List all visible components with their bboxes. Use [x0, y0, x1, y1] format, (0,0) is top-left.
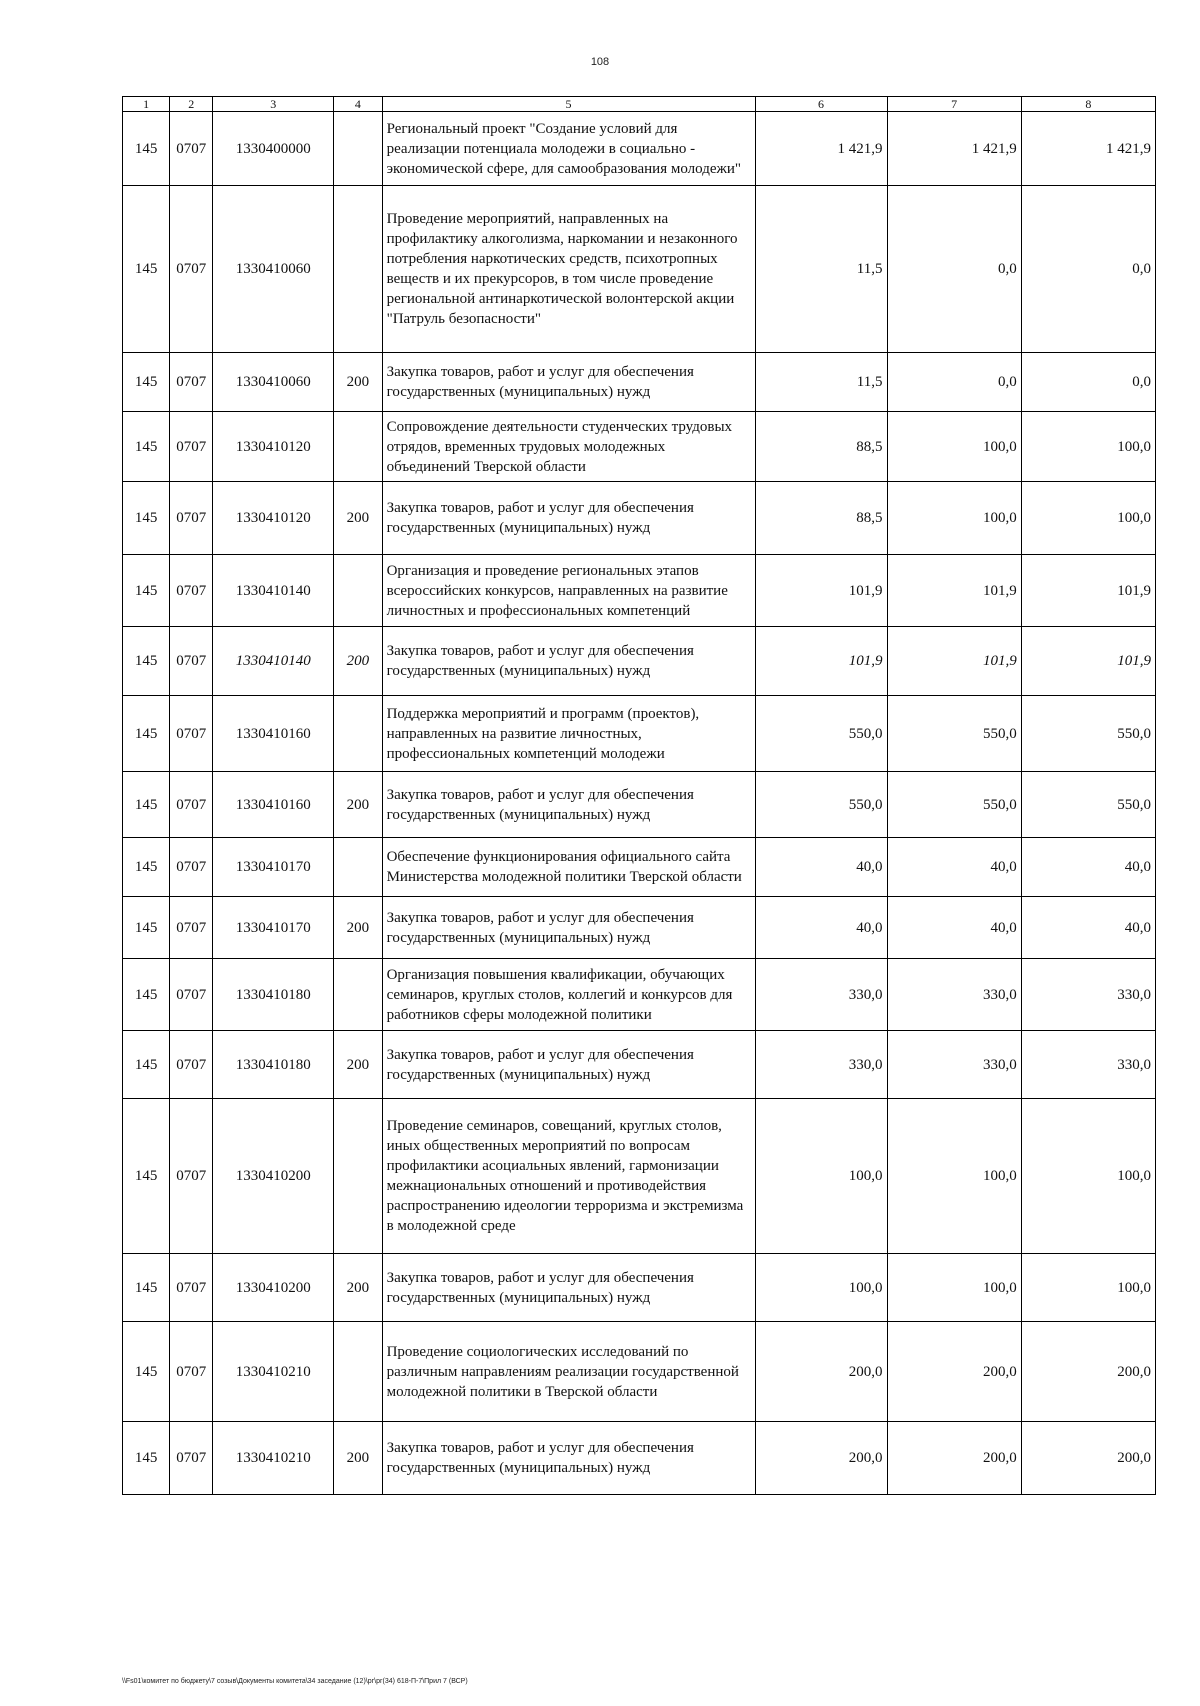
table-row [123, 1322, 1156, 1422]
cell-target-article: 1330410160 [213, 772, 334, 838]
cell-target-article: 1330410200 [213, 1099, 334, 1254]
table-row [123, 353, 1156, 412]
cell-section-code: 0707 [170, 353, 213, 412]
cell-section-code: 0707 [170, 555, 213, 627]
cell-target-article: 1330410120 [213, 482, 334, 555]
cell-section-code: 0707 [170, 897, 213, 959]
cell-expense-type: 200 [334, 897, 382, 959]
cell-section-code: 0707 [170, 696, 213, 772]
budget-table [122, 96, 1156, 1495]
cell-description: Закупка товаров, работ и услуг для обеспечения государственных (муниципальных) нужд [382, 627, 755, 696]
table-row [123, 1099, 1156, 1254]
table-row [123, 627, 1156, 696]
cell-target-article: 1330410180 [213, 1031, 334, 1099]
cell-expense-type: 200 [334, 1031, 382, 1099]
cell-amount-year3: 100,0 [1021, 412, 1155, 482]
cell-admin-code: 145 [123, 112, 170, 186]
cell-target-article: 1330410160 [213, 696, 334, 772]
cell-description: Организация и проведение региональных этапов всероссийских конкурсов, направленных на развитие личностных и профессиональных компетенций [382, 555, 755, 627]
cell-amount-year1: 200,0 [755, 1422, 887, 1495]
cell-amount-year2: 100,0 [887, 1099, 1021, 1254]
cell-description: Сопровождение деятельности студенческих трудовых отрядов, временных трудовых молодежных объединений Тверской области [382, 412, 755, 482]
column-header: 1 [123, 97, 170, 112]
cell-section-code: 0707 [170, 1322, 213, 1422]
cell-description: Проведение семинаров, совещаний, круглых столов, иных общественных мероприятий по вопросам профилактики асоциальных явлений, гармонизации межнациональных отношений и противодействия распространению идеологии терроризма и экстремизма в молодежной среде [382, 1099, 755, 1254]
cell-admin-code: 145 [123, 353, 170, 412]
cell-amount-year3: 1 421,9 [1021, 112, 1155, 186]
cell-amount-year2: 550,0 [887, 772, 1021, 838]
cell-admin-code: 145 [123, 1322, 170, 1422]
cell-amount-year3: 330,0 [1021, 1031, 1155, 1099]
table-row [123, 897, 1156, 959]
cell-expense-type: 200 [334, 353, 382, 412]
table-row [123, 1254, 1156, 1322]
cell-admin-code: 145 [123, 838, 170, 897]
cell-amount-year2: 550,0 [887, 696, 1021, 772]
cell-description: Закупка товаров, работ и услуг для обеспечения государственных (муниципальных) нужд [382, 1422, 755, 1495]
cell-expense-type [334, 112, 382, 186]
table-row [123, 696, 1156, 772]
cell-description: Закупка товаров, работ и услуг для обеспечения государственных (муниципальных) нужд [382, 482, 755, 555]
cell-description: Организация повышения квалификации, обучающих семинаров, круглых столов, коллегий и конкурсов для работников сферы молодежной политики [382, 959, 755, 1031]
cell-section-code: 0707 [170, 1031, 213, 1099]
cell-amount-year2: 330,0 [887, 959, 1021, 1031]
cell-section-code: 0707 [170, 1099, 213, 1254]
cell-admin-code: 145 [123, 897, 170, 959]
cell-target-article: 1330400000 [213, 112, 334, 186]
cell-section-code: 0707 [170, 838, 213, 897]
cell-description: Закупка товаров, работ и услуг для обеспечения государственных (муниципальных) нужд [382, 1254, 755, 1322]
cell-amount-year2: 200,0 [887, 1322, 1021, 1422]
cell-amount-year3: 0,0 [1021, 353, 1155, 412]
cell-section-code: 0707 [170, 959, 213, 1031]
column-header: 2 [170, 97, 213, 112]
cell-amount-year1: 101,9 [755, 555, 887, 627]
cell-target-article: 1330410120 [213, 412, 334, 482]
cell-target-article: 1330410060 [213, 186, 334, 353]
column-number-row [123, 97, 1156, 112]
cell-amount-year2: 101,9 [887, 627, 1021, 696]
cell-expense-type [334, 1099, 382, 1254]
cell-admin-code: 145 [123, 959, 170, 1031]
cell-description: Проведение мероприятий, направленных на профилактику алкоголизма, наркомании и незаконного потребления наркотических средств, психотропных веществ и их прекурсоров, в том числе проведение региональной антинаркотической волонтерской акции "Патруль безопасности" [382, 186, 755, 353]
table-row [123, 1422, 1156, 1495]
cell-amount-year3: 330,0 [1021, 959, 1155, 1031]
table-row [123, 838, 1156, 897]
column-header: 5 [382, 97, 755, 112]
cell-section-code: 0707 [170, 1254, 213, 1322]
cell-expense-type: 200 [334, 1422, 382, 1495]
column-header: 6 [755, 97, 887, 112]
cell-amount-year1: 550,0 [755, 772, 887, 838]
cell-amount-year2: 1 421,9 [887, 112, 1021, 186]
cell-admin-code: 145 [123, 1031, 170, 1099]
cell-amount-year2: 40,0 [887, 897, 1021, 959]
table-row [123, 555, 1156, 627]
cell-expense-type: 200 [334, 627, 382, 696]
table-row [123, 482, 1156, 555]
cell-admin-code: 145 [123, 412, 170, 482]
cell-section-code: 0707 [170, 772, 213, 838]
cell-target-article: 1330410140 [213, 627, 334, 696]
cell-amount-year3: 550,0 [1021, 772, 1155, 838]
cell-amount-year3: 100,0 [1021, 1254, 1155, 1322]
cell-description: Закупка товаров, работ и услуг для обеспечения государственных (муниципальных) нужд [382, 772, 755, 838]
cell-admin-code: 145 [123, 1099, 170, 1254]
cell-amount-year2: 0,0 [887, 353, 1021, 412]
cell-amount-year2: 100,0 [887, 412, 1021, 482]
cell-admin-code: 145 [123, 627, 170, 696]
cell-amount-year3: 200,0 [1021, 1322, 1155, 1422]
cell-amount-year1: 1 421,9 [755, 112, 887, 186]
cell-target-article: 1330410200 [213, 1254, 334, 1322]
cell-amount-year1: 101,9 [755, 627, 887, 696]
cell-amount-year1: 200,0 [755, 1322, 887, 1422]
cell-amount-year2: 330,0 [887, 1031, 1021, 1099]
cell-description: Обеспечение функционирования официального сайта Министерства молодежной политики Тверской области [382, 838, 755, 897]
cell-amount-year1: 330,0 [755, 959, 887, 1031]
cell-amount-year2: 40,0 [887, 838, 1021, 897]
cell-amount-year1: 11,5 [755, 186, 887, 353]
cell-amount-year3: 0,0 [1021, 186, 1155, 353]
cell-section-code: 0707 [170, 112, 213, 186]
table-row [123, 186, 1156, 353]
cell-expense-type [334, 555, 382, 627]
cell-amount-year3: 100,0 [1021, 482, 1155, 555]
cell-target-article: 1330410210 [213, 1322, 334, 1422]
cell-expense-type [334, 1322, 382, 1422]
table-row [123, 772, 1156, 838]
cell-amount-year1: 100,0 [755, 1254, 887, 1322]
cell-amount-year1: 88,5 [755, 412, 887, 482]
cell-amount-year1: 40,0 [755, 897, 887, 959]
cell-amount-year3: 40,0 [1021, 897, 1155, 959]
cell-description: Закупка товаров, работ и услуг для обеспечения государственных (муниципальных) нужд [382, 897, 755, 959]
column-header: 4 [334, 97, 382, 112]
cell-description: Проведение социологических исследований по различным направлениям реализации государственной молодежной политики в Тверской области [382, 1322, 755, 1422]
column-header: 7 [887, 97, 1021, 112]
table-row [123, 112, 1156, 186]
cell-description: Региональный проект "Создание условий для реализации потенциала молодежи в социально - экономической сфере, для самообразования молодежи" [382, 112, 755, 186]
cell-section-code: 0707 [170, 482, 213, 555]
cell-description: Закупка товаров, работ и услуг для обеспечения государственных (муниципальных) нужд [382, 1031, 755, 1099]
cell-amount-year2: 101,9 [887, 555, 1021, 627]
cell-amount-year2: 100,0 [887, 1254, 1021, 1322]
cell-admin-code: 145 [123, 482, 170, 555]
cell-admin-code: 145 [123, 696, 170, 772]
cell-expense-type [334, 696, 382, 772]
table-row [123, 959, 1156, 1031]
cell-admin-code: 145 [123, 186, 170, 353]
cell-amount-year1: 40,0 [755, 838, 887, 897]
table-body [123, 112, 1156, 1495]
cell-admin-code: 145 [123, 555, 170, 627]
cell-expense-type [334, 838, 382, 897]
cell-section-code: 0707 [170, 1422, 213, 1495]
cell-amount-year3: 101,9 [1021, 627, 1155, 696]
cell-amount-year1: 330,0 [755, 1031, 887, 1099]
table-row [123, 1031, 1156, 1099]
cell-amount-year2: 0,0 [887, 186, 1021, 353]
cell-admin-code: 145 [123, 772, 170, 838]
cell-expense-type [334, 186, 382, 353]
cell-amount-year1: 550,0 [755, 696, 887, 772]
cell-section-code: 0707 [170, 186, 213, 353]
page-number: 108 [590, 56, 610, 68]
cell-expense-type [334, 412, 382, 482]
cell-amount-year2: 100,0 [887, 482, 1021, 555]
cell-expense-type: 200 [334, 482, 382, 555]
cell-amount-year3: 100,0 [1021, 1099, 1155, 1254]
cell-target-article: 1330410140 [213, 555, 334, 627]
cell-expense-type [334, 959, 382, 1031]
cell-description: Поддержка мероприятий и программ (проектов), направленных на развитие личностных, профессиональных компетенций молодежи [382, 696, 755, 772]
cell-target-article: 1330410170 [213, 897, 334, 959]
column-header: 8 [1021, 97, 1155, 112]
cell-admin-code: 145 [123, 1254, 170, 1322]
cell-amount-year1: 11,5 [755, 353, 887, 412]
cell-expense-type: 200 [334, 1254, 382, 1322]
cell-expense-type: 200 [334, 772, 382, 838]
cell-section-code: 0707 [170, 412, 213, 482]
cell-target-article: 1330410060 [213, 353, 334, 412]
cell-amount-year3: 40,0 [1021, 838, 1155, 897]
cell-amount-year1: 88,5 [755, 482, 887, 555]
cell-description: Закупка товаров, работ и услуг для обеспечения государственных (муниципальных) нужд [382, 353, 755, 412]
cell-amount-year3: 200,0 [1021, 1422, 1155, 1495]
cell-target-article: 1330410180 [213, 959, 334, 1031]
cell-admin-code: 145 [123, 1422, 170, 1495]
column-header: 3 [213, 97, 334, 112]
cell-target-article: 1330410210 [213, 1422, 334, 1495]
cell-amount-year2: 200,0 [887, 1422, 1021, 1495]
cell-amount-year1: 100,0 [755, 1099, 887, 1254]
cell-amount-year3: 550,0 [1021, 696, 1155, 772]
cell-amount-year3: 101,9 [1021, 555, 1155, 627]
cell-section-code: 0707 [170, 627, 213, 696]
table-row [123, 412, 1156, 482]
footer-file-path: \\Fs01\комитет по бюджету\7 созыв\Документы комитета\34 заседание (12)\рг\рг(34) 618-П-7\Прил 7 (ВСР) [122, 1678, 468, 1685]
cell-target-article: 1330410170 [213, 838, 334, 897]
